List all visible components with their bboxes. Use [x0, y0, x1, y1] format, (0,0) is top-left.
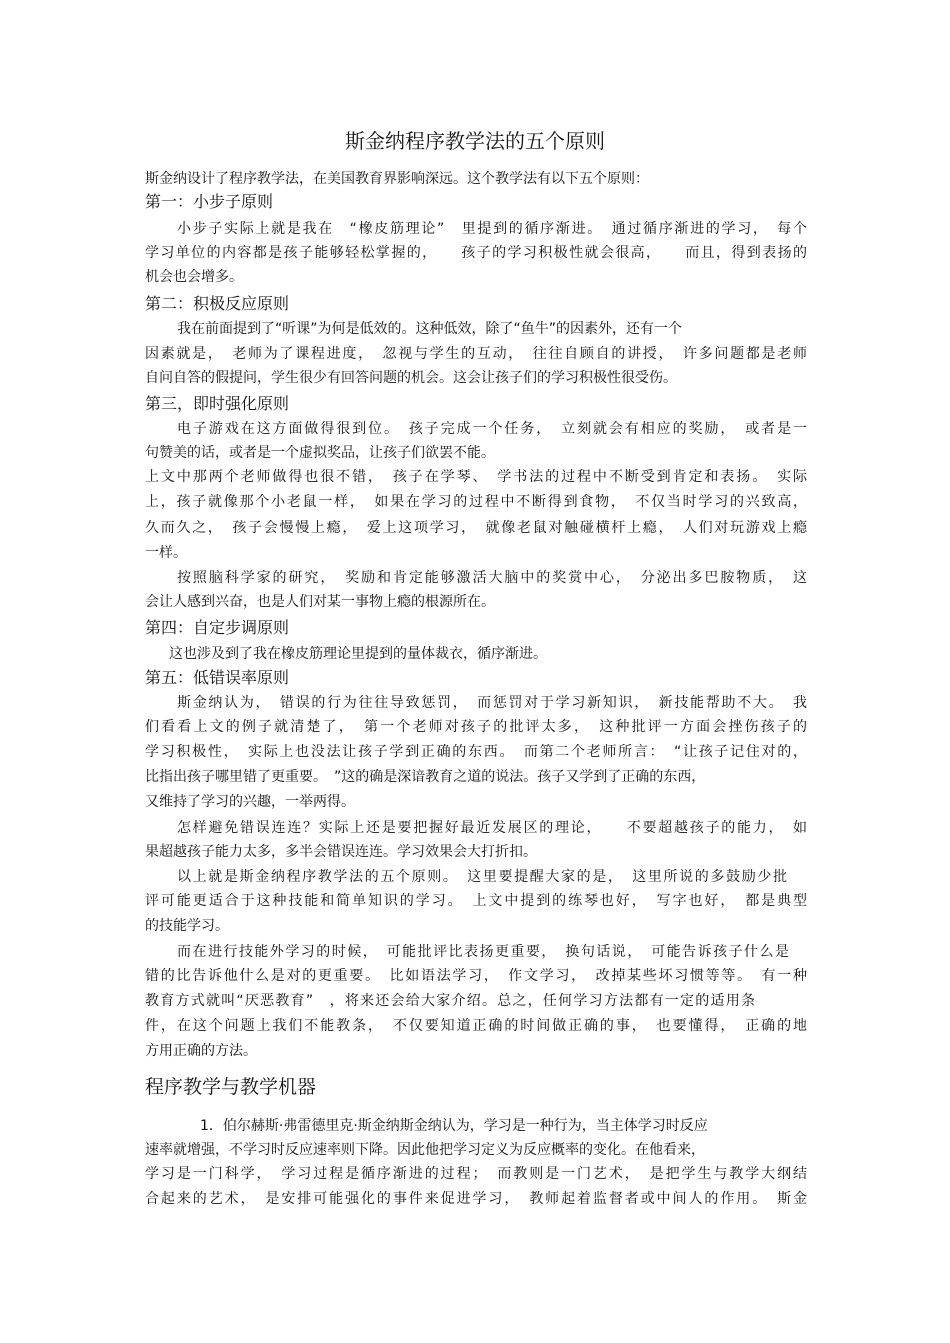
paragraph-line: 的技能学习。 [145, 918, 229, 934]
paragraph-line: 评可能更适合于这种技能和简单知识的学习。 上文中提到的练琴也好， 写字也好， 都是典型 [145, 893, 807, 909]
paragraph-line: 按照脑科学家的研究， 奖励和肯定能够激活大脑中的奖赏中心， 分泌出多巴胺物质， 这 [177, 570, 807, 586]
paragraph-line: 1．伯尔赫斯·弗雷德里克·斯金纳斯金纳认为，学习是一种行为，当主体学习时反应 [200, 1118, 708, 1134]
paragraph-line: 一样。 [145, 545, 187, 561]
paragraph-line: 速率就增强，不学习时反应速率则下降。因此他把学习定义为反应概率的变化。在他看来， [145, 1142, 705, 1158]
paragraph-line: 斯金纳认为， 错误的行为往往导致惩罚， 而惩罚对于学习新知识， 新技能帮助不大。 我 [177, 695, 807, 711]
paragraph-line: 这也涉及到了我在橡皮筋理论里提到的量体裁衣，循序渐进。 [169, 646, 547, 662]
paragraph-line: 合起来的艺术， 是安排可能强化的事件来促进学习， 教师起着监督者或中间人的作用。 斯金 [145, 1191, 807, 1207]
paragraph-line: 们看看上文的例子就清楚了， 第一个老师对孩子的批评太多， 这种批评一方面会挫伤孩子的 [145, 719, 807, 735]
paragraph-line: 机会也会增多。 [145, 269, 243, 285]
paragraph-line: 错的比告诉他什么是对的更重要。 比如语法学习， 作文学习， 改掉某些坏习惯等等。 有一种 [145, 968, 807, 984]
principle-1-heading: 第一：小步子原则 [145, 192, 274, 211]
section-heading: 程序教学与教学机器 [145, 1076, 317, 1098]
paragraph-line: 怎样避免错误连连？实际上还是要把握好最近发展区的理论， 不要超越孩子的能力， 如 [177, 820, 807, 836]
paragraph-line: 会让人感到兴奋，也是人们对某一事物上瘾的根源所在。 [145, 594, 495, 610]
paragraph-line: 句赞美的话，或者是一个虚拟奖品，让孩子们欲罢不能。 [145, 445, 495, 461]
paragraph-line: 上，孩子就像那个小老鼠一样， 如果在学习的过程中不断得到食物， 不仅当时学习的兴致高， [145, 494, 807, 510]
principle-4-heading: 第四：自定步调原则 [145, 618, 290, 637]
paragraph-line: 电子游戏在这方面做得很到位。 孩子完成一个任务， 立刻就会有相应的奖励， 或者是一 [177, 421, 807, 437]
paragraph-line: 久而久之， 孩子会慢慢上瘾， 爱上这项学习， 就像老鼠对触碰横杆上瘾， 人们对玩游戏上瘾 [145, 520, 807, 536]
principle-3-heading: 第三，即时强化原则 [145, 394, 290, 413]
paragraph-line: 自问自答的假提问，学生很少有回答问题的机会。这会让孩子们的学习积极性很受伤。 [145, 370, 677, 386]
paragraph-line: 果超越孩子能力太多，多半会错误连连。学习效果会大打折扣。 [145, 844, 537, 860]
paragraph-line: 小步子实际上就是我在 “橡皮筋理论” 里提到的循序渐进。 通过循序渐进的学习， 每个 [177, 221, 807, 237]
paragraph-line: 而在进行技能外学习的时候， 可能批评比表扬更重要， 换句话说， 可能告诉孩子什么是 [177, 944, 789, 960]
paragraph-line: 学习是一门科学， 学习过程是循序渐进的过程； 而教则是一门艺术， 是把学生与教学大纲结 [145, 1166, 807, 1182]
paragraph-line: 方用正确的方法。 [145, 1043, 257, 1059]
paragraph-line: 比指出孩子哪里错了更重要。 ”这的确是深谙教育之道的说法。孩子又学到了正确的东西， [145, 769, 706, 785]
paragraph-line: 我在前面提到了“听课”为何是低效的。这种低效，除了“鱼牛”的因素外，还有一个 [177, 321, 683, 337]
principle-2-heading: 第二：积极反应原则 [145, 294, 290, 313]
principle-5-heading: 第五：低错误率原则 [145, 668, 290, 687]
paragraph-line: 又维持了学习的兴趣，一举两得。 [145, 794, 355, 810]
paragraph-line: 学习积极性， 实际上也没法让孩子学到正确的东西。 而第二个老师所言： “让孩子记住对的， [145, 744, 807, 760]
paragraph-line: 件，在这个问题上我们不能教条， 不仅要知道正确的时间做正确的事， 也要懂得， 正确的地 [145, 1018, 807, 1034]
paragraph-line: 因素就是， 老师为了课程进度， 忽视与学生的互动， 往往自顾自的讲授， 许多问题都是老师 [145, 346, 807, 362]
paragraph-line: 学习单位的内容都是孩子能够轻松掌握的， 孩子的学习积极性就会很高， 而且，得到表扬的 [145, 245, 807, 261]
paragraph-line: 教育方式就叫“厌恶教育” ，将来还会给大家介绍。总之，任何学习方法都有一定的适用条 [145, 993, 755, 1009]
paragraph-line: 上文中那两个老师做得也很不错， 孩子在学琴、 学书法的过程中不断受到肯定和表扬。 实际 [145, 469, 807, 485]
paragraph-line: 以上就是斯金纳程序教学法的五个原则。 这里要提醒大家的是， 这里所说的多鼓励少批 [177, 869, 787, 885]
intro-paragraph: 斯金纳设计了程序教学法，在美国教育界影响深远。这个教学法有以下五个原则： [145, 171, 649, 187]
document-title: 斯金纳程序教学法的五个原则 [345, 129, 605, 153]
